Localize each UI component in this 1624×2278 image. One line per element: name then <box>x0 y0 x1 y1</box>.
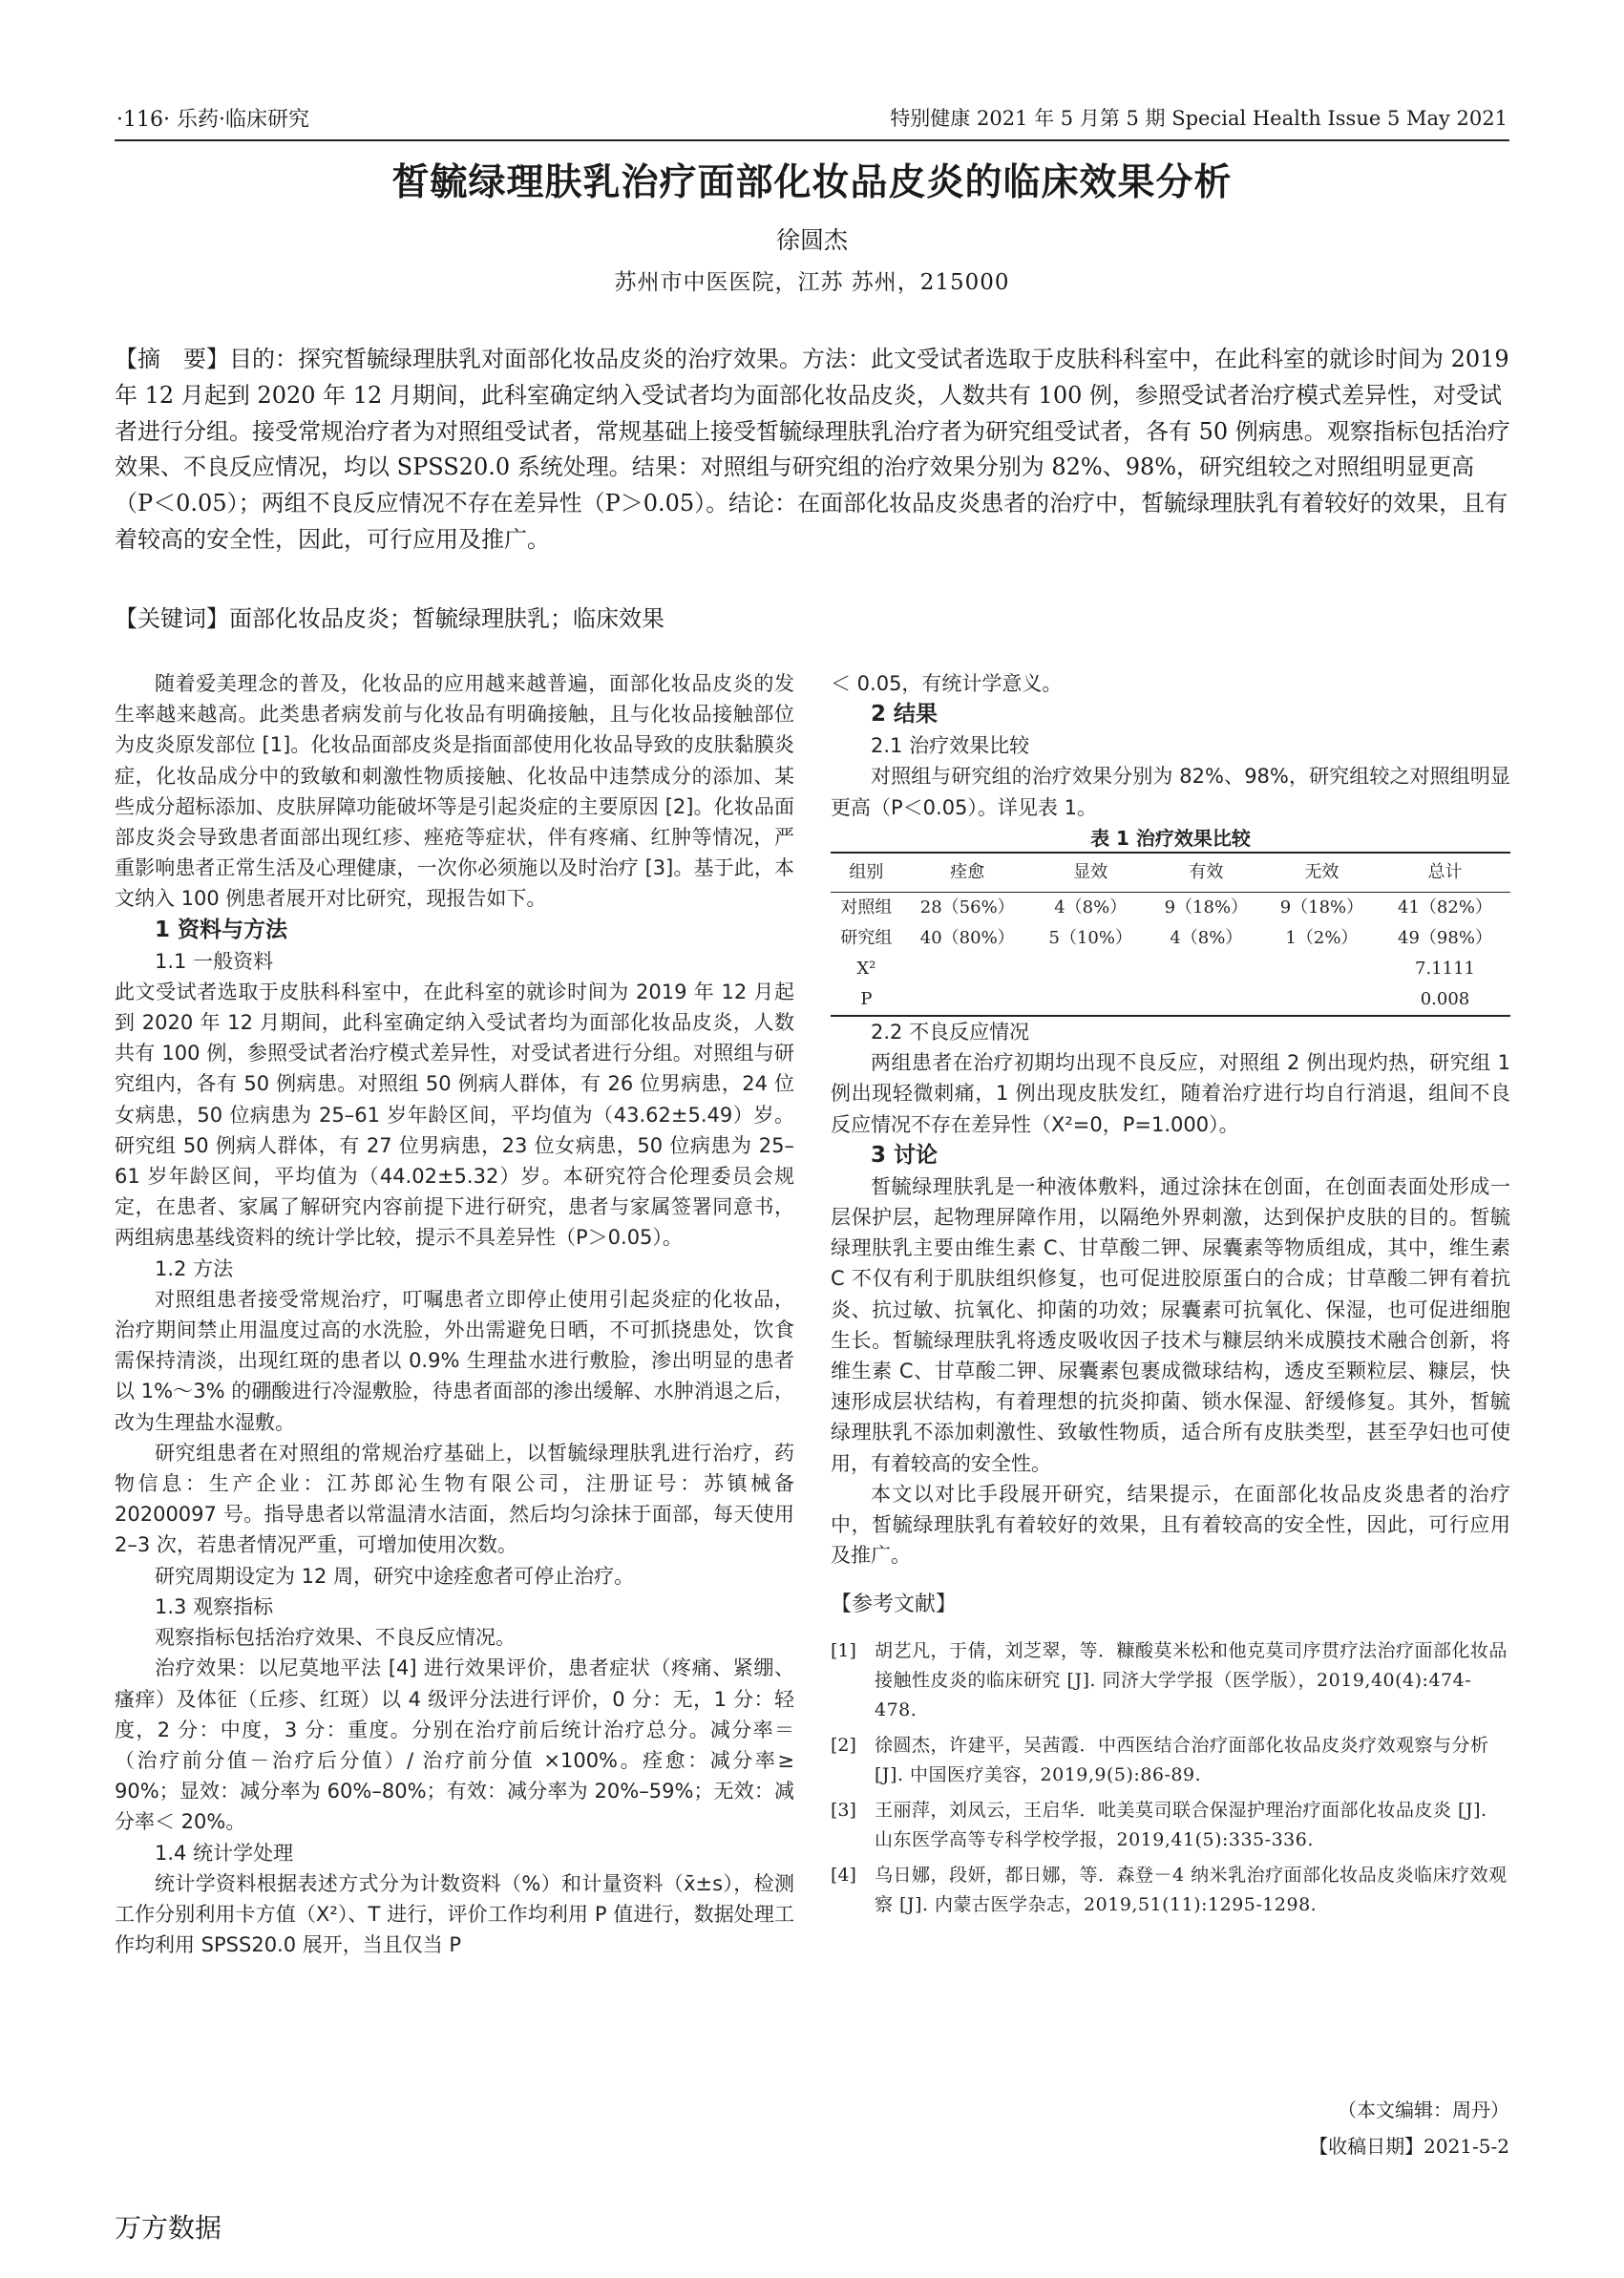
results-table <box>831 852 1510 1017</box>
abstract-methods: 此文受试者选取于皮肤科科室中，在此科室的就诊时间为 2019 年 12 月起到 2020 年 12 月期间，此科室确定纳入受试者均为面部化妆品皮炎，人数共有 100 例，参照受试者治疗模式差异性，对受试者进行分组。接受常规治疗者为对照组受试者，常规基础上接受皙毓绿理肤乳治疗者为研究组受试者，各有 50 例病患。观察指标包括治疗效果、不良反应情况，均以 SPSS20.0 系统处理。 <box>115 346 1510 481</box>
paragraph-statistics: 统计学资料根据表述方式分为计数资料（%）和计量资料（x̄±s），检测工作分别利用卡方值（X²）、T 进行，评价工作均利用 P 值进行，数据处理工作均利用 SPSS20.0 展开，当且仅当 P <box>115 1871 794 1957</box>
running-header-right: 特别健康 2021 年 5 月第 5 期 Special Health Issue 5 May 2021 <box>890 107 1508 130</box>
table-cell <box>1149 954 1264 984</box>
subsection-heading-1-3: 1.3 观察指标 <box>155 1594 274 1618</box>
reference-text: 徐圆杰，许建平，吴茜霞．中西医结合治疗面部化妆品皮炎疗效观察与分析 [J]. 中国医疗美容，2019,9(5):86-89. <box>875 1734 1489 1785</box>
reference-number: [1] <box>831 1639 856 1661</box>
reference-item <box>831 1796 1510 1855</box>
subsection-heading-2-2: 2.2 不良反应情况 <box>871 1021 1030 1044</box>
abstract-conclusion: 在面部化妆品皮炎患者的治疗中，皙毓绿理肤乳有着较好的效果，且有着较高的安全性，因此，可行应用及推广。 <box>115 490 1508 553</box>
table-cell: P <box>831 984 902 1016</box>
abstract-tag: 【摘 要】 <box>115 346 229 372</box>
abstract-conclusion-label: 结论： <box>728 490 798 517</box>
editor-note: （本文编辑：周丹） <box>1338 2099 1509 2121</box>
abstract <box>115 342 1510 559</box>
abstract-objective: 探究皙毓绿理肤乳对面部化妆品皮炎的治疗效果。 <box>298 346 802 372</box>
subsection-heading-2-1: 2.1 治疗效果比较 <box>871 734 1030 758</box>
paragraph-control-method: 对照组患者接受常规治疗，叮嘱患者立即停止使用引起炎症的化妆品，治疗期间禁止用温度过高的水洗脸，外出需避免日晒，不可抓挠患处，饮食需保持清淡，出现红斑的患者以 0.9% 生理盐水进行敷脸，渗出明显的患者以 1%～3% 的硼酸进行冷湿敷脸，待患者面部的渗出缓解、水肿消退之后，改为生理盐水湿敷。 <box>115 1287 794 1434</box>
paragraph-indicators: 观察指标包括治疗效果、不良反应情况。 <box>155 1626 516 1650</box>
intro-paragraph: 随着爱美理念的普及，化妆品的应用越来越普遍，面部化妆品皮炎的发生率越来越高。此类患者病发前与化妆品有明确接触，且与化妆品接触部位为皮炎原发部位 [1]。化妆品面部皮炎是指面部使用化妆品导致的皮肤黏膜炎症，化妆品成分中的致敏和刺激性物质接触、化妆品中违禁成分的添加、某些成分超标添加、皮肤屏障功能破坏等是引起炎症的主要原因 [2]。化妆品面部皮炎会导致患者面部出现红疹、痤疮等症状，伴有疼痛、红肿等情况，严重影响患者正常生活及心理健康，一次你必须施以及时治疗 [3]。基于此，本文纳入 100 例患者展开对比研究，现报告如下。 <box>115 672 794 911</box>
table-row <box>831 923 1510 954</box>
author: 徐圆杰 <box>775 226 848 254</box>
paragraph-conclusion: 本文以对比手段展开研究，结果提示，在面部化妆品皮炎患者的治疗中，皙毓绿理肤乳有着较好的效果，且有着较高的安全性，因此，可行应用及推广。 <box>831 1482 1510 1568</box>
table-cell <box>1264 984 1380 1016</box>
table-cell: 1（2%） <box>1285 928 1359 949</box>
abstract-methods-label: 方法： <box>802 346 871 372</box>
table-header-cell: 痊愈 <box>902 853 1033 893</box>
paragraph-adverse-reactions: 两组患者在治疗初期均出现不良反应，对照组 2 例出现灼热，研究组 1 例出现轻微刺痛，1 例出现皮肤发红，随着治疗进行均自行消退，组间不良反应情况不存在差异性（X²=0，P=1.000）。 <box>831 1051 1510 1136</box>
table-cell <box>1264 954 1380 984</box>
table-cell <box>1033 984 1149 1016</box>
references-heading: 【参考文献】 <box>831 1592 958 1617</box>
table-cell: X² <box>856 959 876 980</box>
section-heading-1: 1 资料与方法 <box>155 917 288 942</box>
table-cell: 0.008 <box>1380 984 1510 1016</box>
section-heading-2: 2 结果 <box>871 702 939 728</box>
table-cell <box>1033 954 1149 984</box>
reference-text: 王丽萍，刘凤云，王启华．吡美莫司联合保湿护理治疗面部化妆品皮炎 [J]. 山东医学高等专科学校学报，2019,41(5):335-336. <box>875 1799 1487 1850</box>
paragraph-continued: ＜ 0.05，有统计学意义。 <box>831 672 1063 695</box>
table-cell: 9（18%） <box>1164 897 1249 918</box>
table-row <box>831 984 1510 1016</box>
paragraph-efficacy-results: 对照组与研究组的治疗效果分别为 82%、98%，研究组较之对照组明显更高（P＜0.05）。详见表 1。 <box>831 765 1510 819</box>
table-cell: 49（98%） <box>1398 928 1492 949</box>
table-header-cell: 无效 <box>1264 853 1380 893</box>
table-header-cell: 显效 <box>1033 853 1149 893</box>
reference-number: [2] <box>831 1734 856 1756</box>
table-cell: 4（8%） <box>1170 928 1243 949</box>
right-column <box>831 668 1510 1926</box>
table-cell: 40（80%） <box>919 928 1015 949</box>
keywords-tag: 【关键词】 <box>115 605 229 632</box>
table-header-cell: 总计 <box>1380 853 1510 893</box>
references-list <box>831 1636 1510 1920</box>
table-cell: 对照组 <box>840 897 893 918</box>
table-cell: 4（8%） <box>1054 897 1128 918</box>
reference-number: [4] <box>831 1864 856 1886</box>
table-header-cell: 组别 <box>831 853 902 893</box>
reference-item <box>831 1731 1510 1790</box>
paragraph-discussion: 皙毓绿理肤乳是一种液体敷料，通过涂抹在创面，在创面表面处形成一层保护层，起物理屏障作用，以隔绝外界刺激，达到保护皮肤的目的。皙毓绿理肤乳主要由维生素 C、甘草酸二钾、尿囊素等物质组成，其中，维生素 C 不仅有利于肌肤组织修复，也可促进胶原蛋白的合成；甘草酸二钾有着抗炎、抗过敏、抗氧化、抑菌的功效；尿囊素可抗氧化、保湿，也可促进细胞生长。皙毓绿理肤乳将透皮吸收因子技术与糠层纳米成膜技术融合创新，将维生素 C、甘草酸二钾、尿囊素包裹成微球结构，透皮至颗粒层、糠层，快速形成层状结构，有着理想的抗炎抑菌、锁水保湿、舒缓修复。其外，皙毓绿理肤乳不添加刺激性、致敏性物质，适合所有皮肤类型，甚至孕妇也可使用，有着较高的安全性。 <box>831 1174 1510 1475</box>
table-cell: 5（10%） <box>1048 928 1132 949</box>
table-cell <box>902 954 1033 984</box>
watermark-footer: 万方数据 <box>115 2212 222 2244</box>
table-cell: 28（56%） <box>919 897 1015 918</box>
paragraph-general-data: 此文受试者选取于皮肤科科室中，在此科室的就诊时间为 2019 年 12 月起到 2020 年 12 月期间，此科室确定纳入受试者均为面部化妆品皮炎，人数共有 100 例，参照受试者治疗模式差异性，对受试者进行分组。对照组与研究组内，各有 50 例病患。对照组 50 例病人群体，有 26 位男病患，24 位女病患，50 位病患为 25–61 岁年龄区间，平均值为（43.62±5.49）岁。研究组 50 例病人群体，有 27 位男病患，23 位女病患，50 位病患为 25–61 岁年龄区间，平均值为（44.02±5.32）岁。本研究符合伦理委员会规定，在患者、家属了解研究内容前提下进行研究，患者与家属签署同意书，两组病患基线资料的统计学比较，提示不具差异性（P＞0.05）。 <box>115 980 794 1250</box>
keywords <box>115 600 1510 633</box>
subsection-heading-1-2: 1.2 方法 <box>155 1256 234 1280</box>
table-cell: 9（18%） <box>1279 897 1364 918</box>
paragraph-study-period: 研究周期设定为 12 周，研究中途痊愈者可停止治疗。 <box>155 1564 635 1588</box>
table-cell <box>1149 984 1264 1016</box>
table-title: 表 1 治疗效果比较 <box>1090 826 1251 850</box>
table-cell: 7.1111 <box>1415 959 1475 980</box>
reference-number: [3] <box>831 1799 856 1821</box>
paragraph-study-method: 研究组患者在对照组的常规治疗基础上，以皙毓绿理肤乳进行治疗，药物信息：生产企业：江苏郎沁生物有限公司，注册证号：苏镇械备 20200097 号。指导患者以常温清水洁面，然后均匀涂抹于面部，每天使用 2–3 次，若患者情况严重，可增加使用次数。 <box>115 1441 794 1557</box>
keywords-text: 面部化妆品皮炎；皙毓绿理肤乳；临床效果 <box>229 605 664 632</box>
reference-text: 胡艺凡，于倩，刘芝翠，等．糠酸莫米松和他克莫司序贯疗法治疗面部化妆品接触性皮炎的临床研究 [J]. 同济大学学报（医学版），2019,40(4):474-478. <box>875 1639 1508 1720</box>
section-heading-3: 3 讨论 <box>871 1142 939 1168</box>
reference-item <box>831 1861 1510 1920</box>
table-cell: 研究组 <box>840 928 893 949</box>
abstract-results-label: 结果： <box>631 453 701 481</box>
paragraph-efficacy-criteria: 治疗效果：以尼莫地平法 [4] 进行效果评价，患者症状（疼痛、紧绷、瘙痒）及体征（丘疹、红斑）以 4 级评分法进行评价，0 分：无，1 分：轻度，2 分：中度，3 分：重度。分别在治疗前后统计治疗总分。减分率＝（治疗前分值－治疗后分值）/ 治疗前分值 ×100%。痊愈：减分率≥ 90%；显效：减分率为 60%–80%；有效：减分率为 20%–59%；无效：减分率＜ 20%。 <box>115 1656 794 1834</box>
header-rule <box>115 139 1509 141</box>
table-cell <box>902 984 1033 1016</box>
reference-item <box>831 1636 1510 1725</box>
table-cell: 41（82%） <box>1398 897 1492 918</box>
left-column <box>115 668 794 1960</box>
affiliation: 苏州市中医医院，江苏 苏州，215000 <box>614 270 1010 295</box>
table-row <box>831 893 1510 924</box>
subsection-heading-1-1: 1.1 一般资料 <box>155 949 274 973</box>
table-header-cell: 有效 <box>1149 853 1264 893</box>
received-date: 【收稿日期】2021-5-2 <box>1309 2135 1509 2158</box>
reference-text: 乌日娜，段妍，都日娜，等．森登－4 纳米乳治疗面部化妆品皮炎临床疗效观察 [J]. 内蒙古医学杂志，2019,51(11):1295-1298. <box>875 1864 1508 1915</box>
abstract-results: 对照组与研究组的治疗效果分别为 82%、98%，研究组较之对照组明显更高（P＜0.05）；两组不良反应情况不存在差异性（P＞0.05）。 <box>115 453 1475 517</box>
table-row <box>831 954 1510 984</box>
table-header-row <box>831 853 1510 893</box>
abstract-objective-label: 目的： <box>229 346 298 372</box>
subsection-heading-1-4: 1.4 统计学处理 <box>155 1841 294 1865</box>
article-title: 皙毓绿理肤乳治疗面部化妆品皮炎的临床效果分析 <box>391 161 1233 204</box>
running-header-left: ·116· 乐药·临床研究 <box>116 108 309 132</box>
